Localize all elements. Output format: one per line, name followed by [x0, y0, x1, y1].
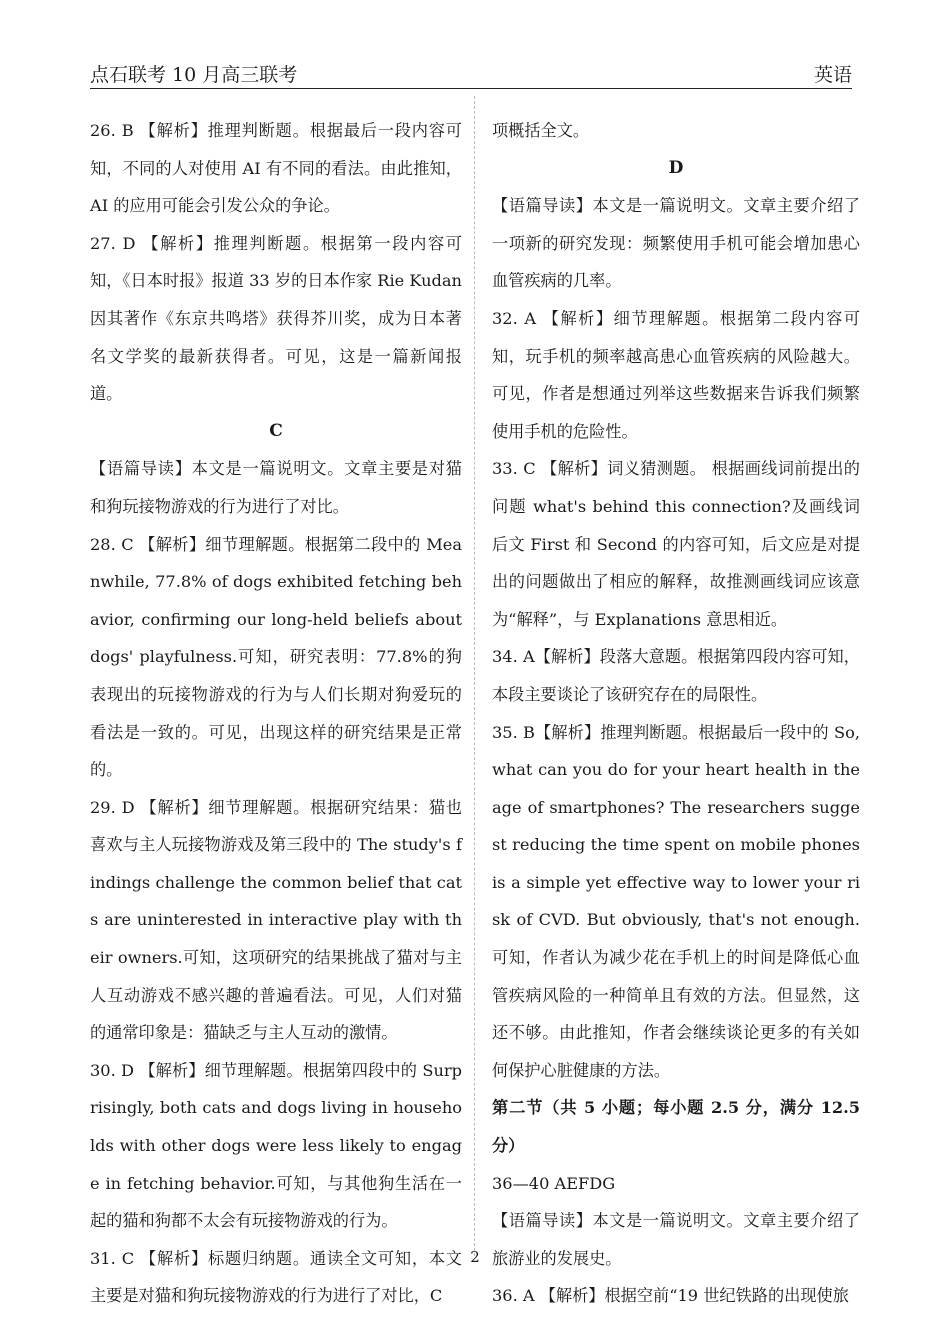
answer-27: 27. D 【解析】推理判断题。根据第一段内容可知，《日本时报》报道 33 岁的日本作家 Rie Kudan 因其著作《东京共鸣塔》获得芥川奖，成为日本著名文学奖的最新获得者。可见，这是一篇新闻报道。 — [90, 233, 462, 404]
page-number: 2 — [470, 1248, 480, 1266]
answer-32: 32. A 【解析】细节理解题。根据第二段内容可知，玩手机的频率越高患心血管疾病的风险越大。可见，作者是想通过列举这些数据来告诉我们频繁使用手机的危险性。 — [492, 308, 860, 441]
answer-31: 31. C 【解析】标题归纳题。通读全文可知，本文主要是对猫和狗玩接物游戏的行为进行了对比，C — [90, 1248, 462, 1306]
section-heading-c: C — [269, 420, 283, 441]
page-header — [90, 58, 852, 89]
answer-31-continued: 项概括全文。 — [492, 121, 590, 140]
left-column — [90, 112, 462, 1315]
answer-26: 26. B 【解析】推理判断题。根据最后一段内容可知，不同的人对使用 AI 有不同的看法。由此推知，AI 的应用可能会引发公众的争论。 — [90, 121, 462, 216]
answers-36-40: 36—40 AEFDG — [492, 1173, 616, 1193]
answer-34: 34. A【解析】段落大意题。根据第四段内容可知，本段主要谈论了该研究存在的局限性。 — [492, 647, 860, 704]
right-column — [492, 112, 860, 1315]
reading-guide-d: 【语篇导读】本文是一篇说明文。文章主要介绍了一项新的研究发现：频繁使用手机可能会增加患心血管疾病的几率。 — [492, 196, 860, 291]
answer-33: 33. C 【解析】词义猜测题。 根据画线词前提出的问题 what's behind this connection?及画线词后文 First 和 Second 的内容可知，后文应是对提出的问题做出了相应的解释，故推测画线词应该意为“解释”，与 Explanations 意思相近。 — [492, 459, 860, 629]
column-divider — [474, 96, 475, 1256]
reading-guide-c: 【语篇导读】本文是一篇说明文。文章主要是对猫和狗玩接物游戏的行为进行了对比。 — [90, 459, 462, 516]
answer-35: 35. B【解析】推理判断题。根据最后一段中的 So, what can you do for your heart health in the age of smartphones? The researchers suggest reducing the time spent on mobile phones is a simple yet effective way to lower your risk of CVD. But obviously, that's not enough.可知，作者认为减少花在手机上的时间是降低心血管疾病风险的一种简单且有效的方法。但显然，这还不够。由此推知，作者会继续谈论更多的有关如何保护心脏健康的方法。 — [492, 722, 860, 1080]
answer-29: 29. D 【解析】细节理解题。根据研究结果：猫也喜欢与主人玩接物游戏及第三段中的 The study's findings challenge the common belief that cats are uninterested in interactive play with their owners.可知，这项研究的结果挑战了猫对与主人互动游戏不感兴趣的普遍看法。可见，人们对猫的通常印象是：猫缺乏与主人互动的激情。 — [90, 797, 462, 1043]
part-two-heading: 第二节（共 5 小题；每小题 2.5 分，满分 12.5 分） — [492, 1098, 860, 1156]
reading-guide-part-two: 【语篇导读】本文是一篇说明文。文章主要介绍了旅游业的发展史。 — [492, 1211, 860, 1268]
answer-28: 28. C 【解析】细节理解题。根据第二段中的 Meanwhile, 77.8% of dogs exhibited fetching behavior, confirming our long-held beliefs about dogs' playfulness.可知，研究表明：77.8%的狗表现出的玩接物游戏的行为与人们长期对狗爱玩的看法是一致的。可见，出现这样的研究结果是正常的。 — [90, 534, 462, 780]
section-heading-d: D — [668, 157, 684, 178]
subject-label: 英语 — [813, 64, 852, 86]
answer-30: 30. D 【解析】细节理解题。根据第四段中的 Surprisingly, both cats and dogs living in households with other dogs were less likely to engage in fetching behavior.可知，与其他狗生活在一起的猫和狗都不太会有玩接物游戏的行为。 — [90, 1060, 462, 1231]
exam-title: 点石联考 10 月高三联考 — [90, 64, 298, 86]
answer-36: 36. A 【解析】根据空前“19 世纪铁路的出现使旅 — [492, 1286, 849, 1306]
